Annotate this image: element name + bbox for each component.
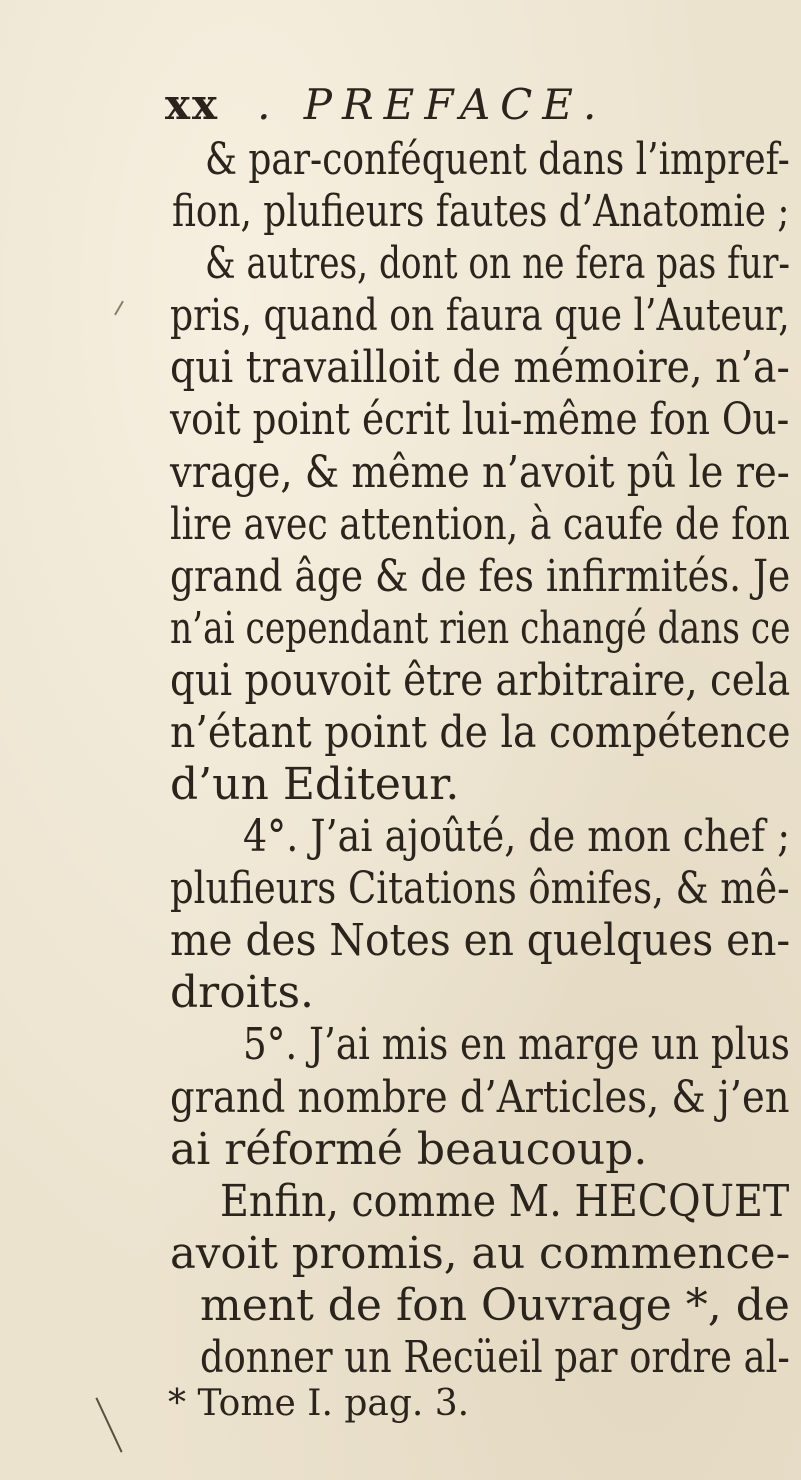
running-title: . PREFACE.	[257, 80, 607, 129]
footnote: * Tome I. pag. 3.	[168, 1383, 470, 1424]
text-line: droits.	[170, 967, 315, 1018]
text-line: lire avec attention, à caufe de fon	[170, 499, 790, 550]
margin-pen-mark	[114, 301, 124, 316]
text-line: d’un Editeur.	[170, 759, 460, 810]
text-line: ment de fon Ouvrage *, de	[200, 1280, 790, 1331]
text-line: voit point écrit lui-même fon Ou-	[170, 394, 790, 445]
text-line: avoit promis, au commence-	[170, 1228, 791, 1279]
page-number: xx	[165, 80, 220, 129]
text-line: donner un Recüeil par ordre al-	[200, 1332, 790, 1383]
margin-pen-stroke	[95, 1397, 122, 1452]
text-line: qui pouvoit être arbitraire, cela	[170, 655, 791, 706]
text-line: n’étant point de la compétence	[170, 707, 791, 758]
text-line: 4°. J’ai ajoûté, de mon chef ;	[243, 811, 791, 862]
text-line: 5°. J’ai mis en marge un plus	[243, 1019, 790, 1070]
text-line: & par-conféquent dans l’impref-	[205, 134, 790, 185]
text-line: vrage, & même n’avoit pû le re-	[170, 447, 790, 498]
text-line: n’ai cependant rien changé dans ce	[170, 603, 791, 654]
text-line: pris, quand on faura que l’Auteur,	[170, 290, 790, 341]
running-header	[165, 80, 606, 130]
text-line: me des Notes en quelques en-	[170, 915, 791, 966]
text-line: fion, plufieurs fautes d’Anatomie ;	[172, 186, 790, 237]
text-line: ai réformé beaucoup.	[170, 1124, 648, 1175]
text-line: plufieurs Citations ômifes, & mê-	[170, 863, 790, 914]
text-line: qui travailloit de mémoire, n’a-	[170, 342, 790, 393]
text-line: & autres, dont on ne fera pas fur-	[205, 238, 790, 289]
text-line: Enfin, comme M. HECQUET	[220, 1176, 790, 1227]
text-line: grand âge & de fes infirmités. Je	[170, 551, 791, 602]
text-line: grand nombre d’Articles, & j’en	[170, 1072, 790, 1123]
